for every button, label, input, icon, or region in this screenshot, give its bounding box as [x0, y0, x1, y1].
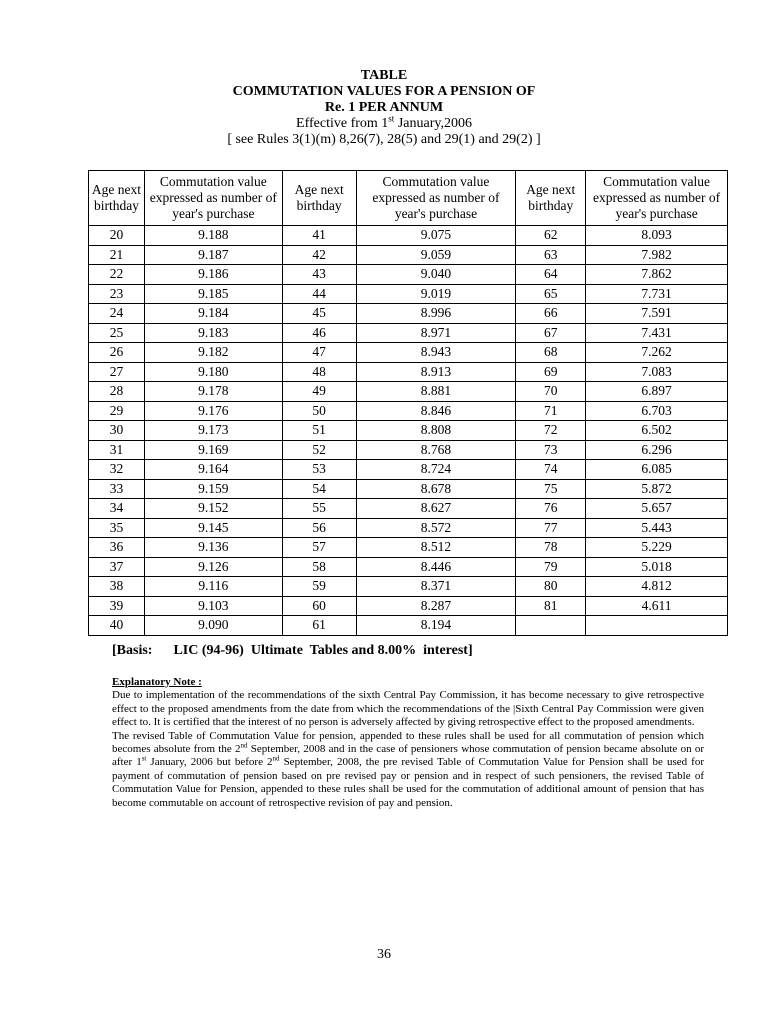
age-cell: 51	[282, 421, 356, 441]
age-cell: 69	[516, 362, 586, 382]
age-cell: 71	[516, 401, 586, 421]
age-cell: 74	[516, 460, 586, 480]
commutation-value-cell: 8.808	[356, 421, 516, 441]
commutation-value-cell: 9.185	[144, 284, 282, 304]
commutation-value-cell: 8.846	[356, 401, 516, 421]
age-cell: 38	[89, 577, 145, 597]
age-cell: 22	[89, 265, 145, 285]
age-cell: 55	[282, 499, 356, 519]
age-cell: 48	[282, 362, 356, 382]
age-cell: 78	[516, 538, 586, 558]
table-row	[89, 382, 728, 402]
age-cell: 72	[516, 421, 586, 441]
commutation-value-cell: 8.194	[356, 616, 516, 636]
heading-rules-reference: [ see Rules 3(1)(m) 8,26(7), 28(5) and 29(1) and 29(2) ]	[227, 132, 541, 147]
age-cell: 46	[282, 323, 356, 343]
table-row	[89, 518, 728, 538]
basis-note: [Basis: LIC (94-96) Ultimate Tables and 8.00% interest]	[112, 643, 473, 658]
age-cell: 61	[282, 616, 356, 636]
commutation-value-cell: 9.187	[144, 245, 282, 265]
age-cell: 31	[89, 440, 145, 460]
age-cell: 77	[516, 518, 586, 538]
commutation-value-cell: 9.169	[144, 440, 282, 460]
commutation-value-cell: 6.502	[586, 421, 728, 441]
table-row	[89, 538, 728, 558]
age-cell: 20	[89, 226, 145, 246]
commutation-value-cell: 8.287	[356, 596, 516, 616]
table-row	[89, 616, 728, 636]
table-row	[89, 226, 728, 246]
commutation-value-cell: 7.982	[586, 245, 728, 265]
age-cell: 76	[516, 499, 586, 519]
age-cell: 68	[516, 343, 586, 363]
commutation-value-cell: 5.018	[586, 557, 728, 577]
age-cell: 81	[516, 596, 586, 616]
commutation-value-cell: 8.678	[356, 479, 516, 499]
commutation-value-cell: 8.512	[356, 538, 516, 558]
commutation-value-cell: 7.731	[586, 284, 728, 304]
age-cell: 58	[282, 557, 356, 577]
commutation-value-cell: 8.768	[356, 440, 516, 460]
table-row	[89, 421, 728, 441]
commutation-value-cell: 9.180	[144, 362, 282, 382]
commutation-value-cell: 5.872	[586, 479, 728, 499]
column-header-commutation-value: Commutation value expressed as number of year's purchase	[356, 171, 516, 226]
age-cell: 52	[282, 440, 356, 460]
age-cell: 37	[89, 557, 145, 577]
table-heading	[0, 68, 768, 148]
age-cell: 65	[516, 284, 586, 304]
table-row	[89, 460, 728, 480]
commutation-value-cell	[586, 616, 728, 636]
age-cell: 66	[516, 304, 586, 324]
table-row	[89, 304, 728, 324]
age-cell: 34	[89, 499, 145, 519]
commutation-value-cell: 9.116	[144, 577, 282, 597]
page-number: 36	[377, 947, 391, 962]
commutation-value-cell: 5.443	[586, 518, 728, 538]
commutation-value-cell: 9.136	[144, 538, 282, 558]
table-row	[89, 284, 728, 304]
commutation-value-cell: 9.173	[144, 421, 282, 441]
commutation-value-cell: 4.812	[586, 577, 728, 597]
column-header-age: Age next birthday	[282, 171, 356, 226]
commutation-value-cell: 6.296	[586, 440, 728, 460]
column-header-age: Age next birthday	[516, 171, 586, 226]
commutation-value-cell: 9.145	[144, 518, 282, 538]
age-cell: 64	[516, 265, 586, 285]
explanatory-note-heading: Explanatory Note :	[112, 676, 202, 688]
age-cell: 75	[516, 479, 586, 499]
commutation-value-cell: 6.085	[586, 460, 728, 480]
commutation-value-cell: 9.183	[144, 323, 282, 343]
commutation-value-cell: 9.152	[144, 499, 282, 519]
age-cell: 36	[89, 538, 145, 558]
commutation-value-cell: 5.657	[586, 499, 728, 519]
age-cell: 42	[282, 245, 356, 265]
table-row	[89, 265, 728, 285]
table-row	[89, 245, 728, 265]
age-cell: 33	[89, 479, 145, 499]
commutation-value-cell: 9.159	[144, 479, 282, 499]
commutation-value-cell: 7.431	[586, 323, 728, 343]
commutation-value-cell: 8.371	[356, 577, 516, 597]
age-cell: 44	[282, 284, 356, 304]
commutation-value-cell: 8.881	[356, 382, 516, 402]
commutation-value-cell: 7.862	[586, 265, 728, 285]
age-cell: 28	[89, 382, 145, 402]
commutation-value-cell: 9.188	[144, 226, 282, 246]
heading-table-label: TABLE	[360, 68, 408, 83]
explanatory-note-paragraph: Due to implementation of the recommendations of the sixth Central Pay Commission, it has become necessary to give retrospective effect to the proposed amendments from the date from which the recommendations of the |Sixth Central Pay Commission were given effect to. It is certified that the interest of no person is adversely affected by giving retrospective effect to the proposed amendments.	[112, 689, 704, 729]
age-cell: 35	[89, 518, 145, 538]
table-row	[89, 577, 728, 597]
age-cell: 24	[89, 304, 145, 324]
age-cell	[516, 616, 586, 636]
commutation-value-cell: 7.262	[586, 343, 728, 363]
commutation-value-cell: 8.943	[356, 343, 516, 363]
age-cell: 45	[282, 304, 356, 324]
age-cell: 32	[89, 460, 145, 480]
age-cell: 56	[282, 518, 356, 538]
table-row	[89, 440, 728, 460]
column-header-age: Age next birthday	[89, 171, 145, 226]
heading-title: COMMUTATION VALUES FOR A PENSION OF	[232, 84, 536, 99]
age-cell: 30	[89, 421, 145, 441]
commutation-value-cell: 9.019	[356, 284, 516, 304]
commutation-value-cell: 8.627	[356, 499, 516, 519]
age-cell: 39	[89, 596, 145, 616]
commutation-value-cell: 9.186	[144, 265, 282, 285]
commutation-value-cell: 9.178	[144, 382, 282, 402]
commutation-value-cell: 5.229	[586, 538, 728, 558]
commutation-value-cell: 8.913	[356, 362, 516, 382]
table-row	[89, 362, 728, 382]
commutation-value-cell: 8.724	[356, 460, 516, 480]
commutation-value-cell: 6.703	[586, 401, 728, 421]
explanatory-note	[112, 676, 704, 810]
age-cell: 41	[282, 226, 356, 246]
age-cell: 43	[282, 265, 356, 285]
column-header-commutation-value: Commutation value expressed as number of year's purchase	[586, 171, 728, 226]
commutation-value-cell: 9.075	[356, 226, 516, 246]
heading-subtitle: Re. 1 PER ANNUM	[324, 100, 444, 115]
commutation-value-cell: 8.093	[586, 226, 728, 246]
age-cell: 67	[516, 323, 586, 343]
commutation-value-cell: 6.897	[586, 382, 728, 402]
table-row	[89, 596, 728, 616]
age-cell: 57	[282, 538, 356, 558]
table-row	[89, 499, 728, 519]
age-cell: 70	[516, 382, 586, 402]
commutation-value-cell: 7.591	[586, 304, 728, 324]
commutation-value-cell: 9.103	[144, 596, 282, 616]
commutation-value-cell: 4.611	[586, 596, 728, 616]
commutation-value-cell: 8.996	[356, 304, 516, 324]
age-cell: 63	[516, 245, 586, 265]
age-cell: 73	[516, 440, 586, 460]
commutation-value-cell: 7.083	[586, 362, 728, 382]
age-cell: 29	[89, 401, 145, 421]
commutation-value-cell: 9.182	[144, 343, 282, 363]
commutation-value-cell: 9.090	[144, 616, 282, 636]
commutation-value-cell: 9.184	[144, 304, 282, 324]
age-cell: 23	[89, 284, 145, 304]
table-row	[89, 479, 728, 499]
commutation-value-cell: 8.446	[356, 557, 516, 577]
table-row	[89, 343, 728, 363]
age-cell: 27	[89, 362, 145, 382]
age-cell: 26	[89, 343, 145, 363]
column-header-commutation-value: Commutation value expressed as number of year's purchase	[144, 171, 282, 226]
age-cell: 40	[89, 616, 145, 636]
commutation-value-cell: 9.040	[356, 265, 516, 285]
commutation-value-cell: 9.176	[144, 401, 282, 421]
age-cell: 80	[516, 577, 586, 597]
age-cell: 50	[282, 401, 356, 421]
age-cell: 47	[282, 343, 356, 363]
commutation-value-cell: 9.059	[356, 245, 516, 265]
commutation-value-cell: 9.164	[144, 460, 282, 480]
heading-effective-date: Effective from 1st January,2006	[296, 113, 472, 131]
table-row	[89, 401, 728, 421]
commutation-value-cell: 8.572	[356, 518, 516, 538]
age-cell: 54	[282, 479, 356, 499]
table-row	[89, 323, 728, 343]
explanatory-note-paragraph: The revised Table of Commutation Value for pension, appended to these rules shall be used for all commutation of pension which becomes absolute from the 2nd September, 2008 and in the case of pensioners whose commutation of pension became absolute on or after 1st January, 2006 but before 2nd September, 2008, the pre revised Table of Commutation Value for Pension shall be used for payment of commutation of pension based on pre revised pay or pension and in respect of such pensioners, the revised Table of Commutation Value for Pension, appended to these rules shall be used for the commutation of additional amount of pension that has become commutable on account of retrospective revision of pay and pension.	[112, 729, 704, 809]
age-cell: 60	[282, 596, 356, 616]
age-cell: 53	[282, 460, 356, 480]
commutation-value-cell: 8.971	[356, 323, 516, 343]
table-row	[89, 557, 728, 577]
age-cell: 25	[89, 323, 145, 343]
age-cell: 49	[282, 382, 356, 402]
age-cell: 62	[516, 226, 586, 246]
commutation-table	[88, 170, 728, 636]
commutation-value-cell: 9.126	[144, 557, 282, 577]
age-cell: 59	[282, 577, 356, 597]
age-cell: 79	[516, 557, 586, 577]
table-header-row	[89, 171, 728, 226]
age-cell: 21	[89, 245, 145, 265]
